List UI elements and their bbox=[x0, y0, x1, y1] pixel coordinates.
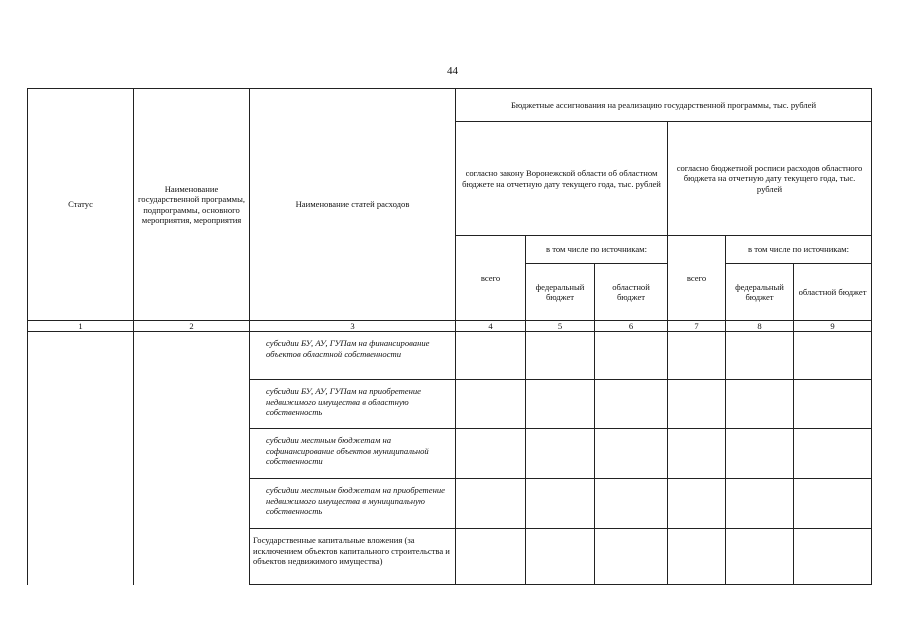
header-regional-schedule: областной бюджет bbox=[794, 264, 872, 321]
value-cell bbox=[526, 529, 595, 585]
budget-table bbox=[27, 88, 872, 585]
value-cell bbox=[595, 380, 668, 429]
table-row bbox=[28, 332, 872, 380]
header-regional-law: областной бюджет bbox=[595, 264, 668, 321]
value-cell bbox=[794, 429, 872, 479]
column-number: 3 bbox=[250, 321, 456, 332]
column-number: 6 bbox=[595, 321, 668, 332]
header-total-law: всего bbox=[456, 236, 526, 321]
column-number: 2 bbox=[134, 321, 250, 332]
value-cell bbox=[595, 332, 668, 380]
value-cell bbox=[456, 429, 526, 479]
value-cell bbox=[456, 529, 526, 585]
value-cell bbox=[526, 429, 595, 479]
value-cell bbox=[726, 529, 794, 585]
value-cell bbox=[726, 429, 794, 479]
value-cell bbox=[668, 479, 726, 529]
program-name-cell bbox=[134, 332, 250, 585]
value-cell bbox=[668, 429, 726, 479]
value-cell bbox=[726, 332, 794, 380]
value-cell bbox=[726, 380, 794, 429]
header-by-law: согласно закону Воронежской области об областном бюджете на отчетную дату текущего года, тыс. рублей bbox=[456, 122, 668, 236]
header-expense-items: Наименование статей расходов bbox=[250, 89, 456, 321]
header-allocations: Бюджетные ассигнования на реализацию государственной программы, тыс. рублей bbox=[456, 89, 872, 122]
column-number: 9 bbox=[794, 321, 872, 332]
value-cell bbox=[526, 332, 595, 380]
expense-item-label: субсидии местным бюджетам на приобретение недвижимого имущества в муниципальную собственность bbox=[250, 479, 456, 529]
value-cell bbox=[595, 529, 668, 585]
column-number: 8 bbox=[726, 321, 794, 332]
value-cell bbox=[526, 479, 595, 529]
page-number: 44 bbox=[447, 65, 458, 77]
value-cell bbox=[595, 479, 668, 529]
header-status: Статус bbox=[28, 89, 134, 321]
expense-item-label: субсидии БУ, АУ, ГУПам на приобретение недвижимого имущества в областную собственность bbox=[250, 380, 456, 429]
header-federal-schedule: федеральный бюджет bbox=[726, 264, 794, 321]
value-cell bbox=[726, 479, 794, 529]
value-cell bbox=[456, 380, 526, 429]
value-cell bbox=[668, 380, 726, 429]
value-cell bbox=[794, 479, 872, 529]
header-including-sources-schedule: в том числе по источникам: bbox=[726, 236, 872, 264]
header-program-name: Наименование государственной программы, подпрограммы, основного мероприятия, мероприятия bbox=[134, 89, 250, 321]
value-cell bbox=[668, 529, 726, 585]
column-number: 7 bbox=[668, 321, 726, 332]
column-number: 1 bbox=[28, 321, 134, 332]
column-number: 4 bbox=[456, 321, 526, 332]
expense-item-label: Государственные капитальные вложения (за исключением объектов капитального строительства и объектов недвижимого имущества) bbox=[250, 529, 456, 585]
value-cell bbox=[794, 380, 872, 429]
header-including-sources-law: в том числе по источникам: bbox=[526, 236, 668, 264]
column-number: 5 bbox=[526, 321, 595, 332]
value-cell bbox=[668, 332, 726, 380]
value-cell bbox=[526, 380, 595, 429]
value-cell bbox=[456, 332, 526, 380]
value-cell bbox=[794, 529, 872, 585]
value-cell bbox=[456, 479, 526, 529]
header-federal-law: федеральный бюджет bbox=[526, 264, 595, 321]
value-cell bbox=[595, 429, 668, 479]
header-total-schedule: всего bbox=[668, 236, 726, 321]
value-cell bbox=[794, 332, 872, 380]
expense-item-label: субсидии местным бюджетам на софинансирование объектов муниципальной собственности bbox=[250, 429, 456, 479]
header-by-schedule: согласно бюджетной росписи расходов областного бюджета на отчетную дату текущего года, тыс. рублей bbox=[668, 122, 872, 236]
status-cell bbox=[28, 332, 134, 585]
expense-item-label: субсидии БУ, АУ, ГУПам на финансирование объектов областной собственности bbox=[250, 332, 456, 380]
